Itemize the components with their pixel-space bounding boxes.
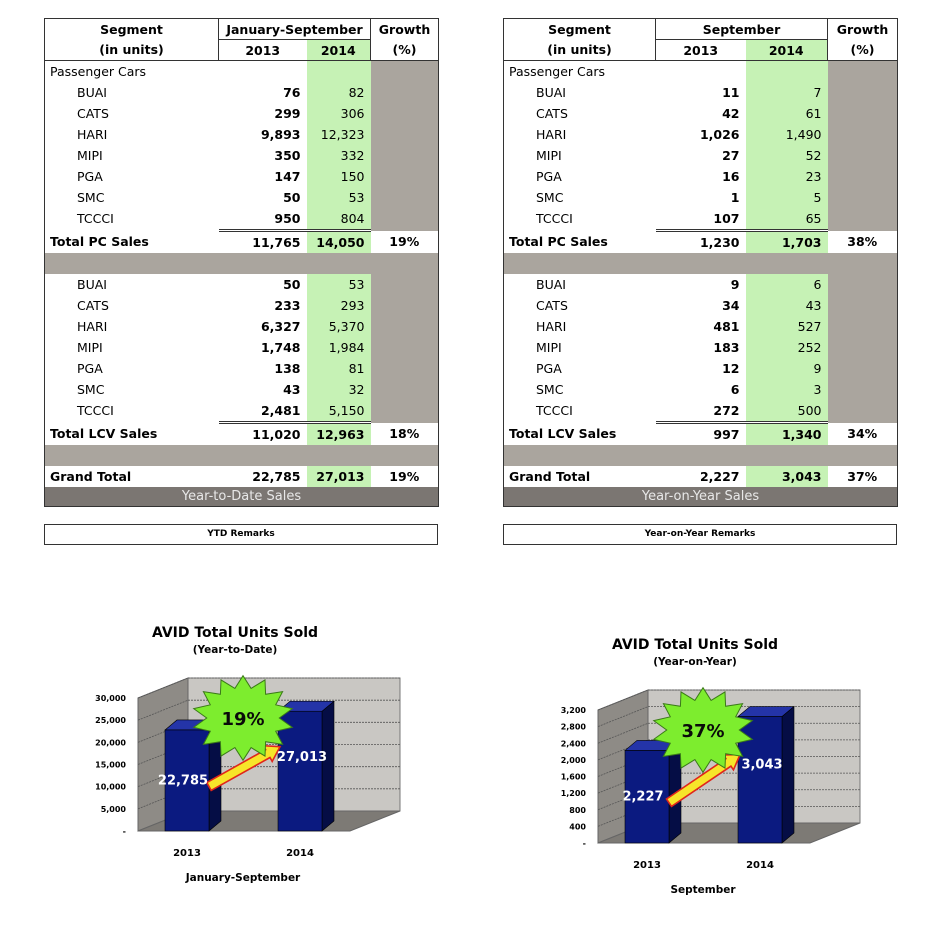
growth-header: Growth: [828, 19, 898, 40]
row-name: SMC: [77, 189, 105, 205]
row-value-2014: 5,150: [307, 400, 371, 423]
table-row: [45, 166, 439, 187]
row-name: PGA: [77, 360, 103, 376]
row-growth-cell: [828, 316, 898, 337]
table-row: [504, 400, 898, 423]
period-header: January-September: [219, 19, 371, 40]
table-row: [504, 274, 898, 295]
row-value-2014: 5,370: [307, 316, 371, 337]
grand-total-2013: 2,227: [699, 468, 740, 484]
row-name: MIPI: [77, 339, 103, 355]
total-lcv-label: Total LCV Sales: [50, 425, 158, 441]
row-value-2013: 1: [730, 189, 740, 205]
table-row: [504, 358, 898, 379]
row-value-2014: 1,984: [307, 337, 371, 358]
row-growth-cell: [828, 166, 898, 187]
section-divider: [504, 445, 898, 466]
units-header: (in units): [99, 42, 164, 58]
row-value-2013: 2,481: [260, 402, 301, 418]
row-growth-cell: [828, 145, 898, 166]
ytd-units-chart: [60, 618, 410, 893]
table-row: [45, 208, 439, 231]
table-row: [504, 166, 898, 187]
row-name: TCCCI: [77, 403, 114, 419]
row-name: PGA: [536, 360, 562, 376]
total-pc-growth: 38%: [828, 231, 898, 254]
row-value-2013: 481: [713, 318, 740, 334]
section-divider: [45, 445, 439, 466]
row-name: CATS: [536, 105, 568, 121]
row-growth-cell: [828, 187, 898, 208]
units-header: (in units): [547, 42, 612, 58]
bar-side: [322, 701, 334, 831]
x-tick-label: 2014: [286, 848, 314, 859]
row-growth-cell: [371, 379, 439, 400]
row-value-2013: 42: [722, 105, 740, 121]
row-growth-cell: [828, 103, 898, 124]
row-value-2013: 272: [713, 402, 740, 418]
row-name: MIPI: [536, 147, 562, 163]
grand-total-growth: 37%: [828, 466, 898, 487]
row-growth-cell: [371, 316, 439, 337]
table-row: [45, 145, 439, 166]
row-value-2013: 11: [722, 84, 740, 100]
y-tick-label: 1,600: [560, 772, 586, 782]
table-row: [504, 208, 898, 231]
y-tick-label: 5,000: [100, 804, 126, 814]
row-name: HARI: [536, 126, 567, 142]
row-value-2014: 6: [746, 274, 828, 295]
table-row: [45, 295, 439, 316]
table-row: [45, 400, 439, 423]
row-value-2014: 293: [307, 295, 371, 316]
total-pc-label: Total PC Sales: [50, 233, 149, 249]
row-name: BUAI: [77, 276, 107, 292]
lcv-rows: [45, 274, 439, 423]
row-growth-cell: [371, 337, 439, 358]
row-growth-cell: [828, 208, 898, 231]
x-axis-label: September: [670, 884, 736, 896]
row-growth-cell: [371, 166, 439, 187]
y-tick-label: 2,000: [560, 755, 586, 765]
total-lcv-2013: 997: [656, 423, 746, 446]
row-value-2014: 53: [307, 274, 371, 295]
chart-subtitle: (Year-on-Year): [653, 656, 737, 668]
segment-header: Segment: [100, 21, 163, 37]
row-value-2014: 65: [746, 208, 828, 231]
table-row: [504, 379, 898, 400]
table-row: [45, 316, 439, 337]
row-name: HARI: [77, 318, 108, 334]
table-row: [504, 103, 898, 124]
row-name: SMC: [536, 189, 564, 205]
row-value-2013: 350: [274, 147, 301, 163]
row-name: HARI: [536, 318, 567, 334]
category-passenger-cars: Passenger Cars: [45, 61, 219, 83]
row-name: TCCCI: [77, 211, 114, 227]
row-value-2013: 16: [722, 168, 740, 184]
x-tick-label: 2013: [633, 860, 661, 871]
table-row: [504, 187, 898, 208]
pc-rows: [504, 82, 898, 231]
row-value-2014: 23: [746, 166, 828, 187]
row-value-2014: 81: [307, 358, 371, 379]
row-growth-cell: [828, 82, 898, 103]
row-value-2013: 9,893: [260, 126, 301, 142]
bar-value-label: 3,043: [741, 757, 783, 773]
row-value-2013: 147: [274, 168, 301, 184]
row-name: MIPI: [77, 147, 103, 163]
y-tick-label: 30,000: [95, 694, 126, 703]
row-growth-cell: [371, 400, 439, 423]
y-tick-label: -: [582, 839, 586, 848]
chart-subtitle: (Year-to-Date): [192, 644, 278, 656]
row-growth-cell: [371, 145, 439, 166]
row-value-2014: 12,323: [307, 124, 371, 145]
row-value-2014: 43: [746, 295, 828, 316]
row-name: BUAI: [536, 276, 566, 292]
row-value-2013: 50: [283, 189, 301, 205]
row-value-2013: 299: [274, 105, 301, 121]
row-value-2014: 306: [307, 103, 371, 124]
y-tick-label: 2,400: [560, 739, 586, 749]
total-pc-2013: 1,230: [656, 231, 746, 254]
row-value-2013: 43: [283, 381, 301, 397]
y-tick-label: 10,000: [95, 782, 126, 792]
row-name: CATS: [536, 297, 568, 313]
table-row: [45, 187, 439, 208]
row-value-2014: 52: [746, 145, 828, 166]
section-divider: [45, 253, 439, 274]
chart-title: AVID Total Units Sold: [611, 637, 779, 653]
row-value-2014: 32: [307, 379, 371, 400]
bar-value-label: 27,013: [276, 749, 328, 765]
row-growth-cell: [828, 124, 898, 145]
row-value-2013: 6: [730, 381, 740, 397]
row-value-2014: 53: [307, 187, 371, 208]
total-pc-2013: 11,765: [219, 231, 307, 254]
total-lcv-growth: 34%: [828, 423, 898, 446]
year-2013-header: 2013: [656, 40, 746, 61]
total-pc-label: Total PC Sales: [509, 233, 608, 249]
total-pc-row: [504, 231, 898, 254]
row-value-2013: 183: [713, 339, 740, 355]
row-name: BUAI: [77, 84, 107, 100]
row-value-2013: 950: [274, 210, 301, 226]
row-value-2014: 150: [307, 166, 371, 187]
row-growth-cell: [371, 295, 439, 316]
row-value-2014: 7: [746, 82, 828, 103]
row-value-2013: 9: [730, 276, 740, 292]
yoy-units-chart: [520, 630, 870, 910]
pc-rows: [45, 82, 439, 231]
total-lcv-row: [504, 423, 898, 446]
section-divider: [504, 253, 898, 274]
x-tick-label: 2013: [173, 848, 201, 859]
row-growth-cell: [371, 103, 439, 124]
table-row: [45, 358, 439, 379]
row-name: SMC: [536, 381, 564, 397]
row-growth-cell: [371, 358, 439, 379]
row-value-2014: 332: [307, 145, 371, 166]
table-row: [45, 337, 439, 358]
row-growth-cell: [371, 82, 439, 103]
table-row: [504, 337, 898, 358]
row-name: TCCCI: [536, 211, 573, 227]
row-growth-cell: [828, 274, 898, 295]
grand-total-2014: 3,043: [746, 466, 828, 487]
total-pc-growth: 19%: [371, 231, 439, 254]
table-row: [504, 124, 898, 145]
row-name: PGA: [536, 168, 562, 184]
row-name: BUAI: [536, 84, 566, 100]
table-row: [504, 82, 898, 103]
grand-total-label: Grand Total: [509, 468, 591, 484]
yoy-sales-table: [503, 18, 898, 507]
row-value-2014: 527: [746, 316, 828, 337]
table-row: [45, 274, 439, 295]
row-growth-cell: [828, 379, 898, 400]
row-value-2014: 500: [746, 400, 828, 423]
row-value-2014: 5: [746, 187, 828, 208]
grand-total-growth: 19%: [371, 466, 439, 487]
y-tick-label: 25,000: [95, 716, 126, 726]
table-footer: Year-on-Year Sales: [504, 487, 898, 507]
total-pc-row: [45, 231, 439, 254]
bar-value-label: 2,227: [622, 789, 664, 805]
row-value-2014: 9: [746, 358, 828, 379]
total-lcv-2013: 11,020: [219, 423, 307, 446]
segment-header: Segment: [548, 21, 611, 37]
row-growth-cell: [828, 295, 898, 316]
row-value-2013: 1,026: [699, 126, 740, 142]
table-row: [45, 82, 439, 103]
y-tick-label: 2,800: [560, 722, 586, 732]
row-value-2014: 1,490: [746, 124, 828, 145]
bar-value-label: 22,785: [157, 773, 209, 789]
year-2013-header: 2013: [219, 40, 307, 61]
row-value-2013: 27: [722, 147, 740, 163]
bar-side: [782, 707, 794, 843]
row-value-2013: 34: [722, 297, 740, 313]
lcv-rows: [504, 274, 898, 423]
y-tick-label: 15,000: [95, 760, 126, 770]
y-tick-label: 20,000: [95, 738, 126, 748]
total-lcv-2014: 12,963: [307, 423, 371, 446]
row-value-2014: 61: [746, 103, 828, 124]
year-2014-header: 2014: [307, 40, 371, 61]
y-tick-label: 800: [569, 805, 586, 815]
row-growth-cell: [371, 274, 439, 295]
growth-badge-label: 19%: [221, 709, 265, 730]
growth-badge-label: 37%: [681, 721, 725, 742]
row-name: TCCCI: [536, 403, 573, 419]
total-lcv-label: Total LCV Sales: [509, 425, 617, 441]
row-value-2013: 138: [274, 360, 301, 376]
yoy-remarks-box: Year-on-Year Remarks: [503, 524, 897, 545]
x-tick-label: 2014: [746, 860, 774, 871]
table-row: [504, 295, 898, 316]
row-value-2013: 107: [713, 210, 740, 226]
total-lcv-row: [45, 423, 439, 446]
period-header: September: [656, 19, 828, 40]
grand-total-row: [45, 466, 439, 487]
row-growth-cell: [371, 124, 439, 145]
row-name: CATS: [77, 297, 109, 313]
grand-total-label: Grand Total: [50, 468, 132, 484]
total-lcv-2014: 1,340: [746, 423, 828, 446]
table-row: [45, 379, 439, 400]
table-row: [45, 103, 439, 124]
grand-total-2014: 27,013: [307, 466, 371, 487]
chart-title: AVID Total Units Sold: [151, 625, 319, 641]
row-value-2013: 76: [283, 84, 301, 100]
table-row: [504, 316, 898, 337]
category-passenger-cars: Passenger Cars: [504, 61, 656, 83]
row-growth-cell: [371, 208, 439, 231]
y-tick-label: 3,200: [560, 706, 586, 715]
row-growth-cell: [828, 400, 898, 423]
row-value-2013: 233: [274, 297, 301, 313]
total-lcv-growth: 18%: [371, 423, 439, 446]
row-name: CATS: [77, 105, 109, 121]
row-name: SMC: [77, 381, 105, 397]
y-tick-label: 1,200: [560, 789, 586, 799]
y-tick-label: 400: [569, 822, 586, 832]
row-growth-cell: [371, 187, 439, 208]
row-name: MIPI: [536, 339, 562, 355]
row-value-2013: 1,748: [260, 339, 301, 355]
row-value-2014: 3: [746, 379, 828, 400]
row-value-2013: 50: [283, 276, 301, 292]
grand-total-row: [504, 466, 898, 487]
growth-unit-header: (%): [828, 40, 898, 61]
row-name: HARI: [77, 126, 108, 142]
row-name: PGA: [77, 168, 103, 184]
x-axis-label: January-September: [185, 872, 301, 884]
row-value-2013: 6,327: [260, 318, 301, 334]
table-row: [504, 145, 898, 166]
ytd-sales-table: [44, 18, 439, 507]
grand-total-2013: 22,785: [252, 468, 301, 484]
total-pc-2014: 14,050: [307, 231, 371, 254]
row-growth-cell: [828, 337, 898, 358]
row-value-2014: 82: [307, 82, 371, 103]
row-value-2013: 12: [722, 360, 740, 376]
table-footer: Year-to-Date Sales: [45, 487, 439, 507]
row-growth-cell: [828, 358, 898, 379]
growth-unit-header: (%): [371, 40, 439, 61]
growth-header: Growth: [371, 19, 439, 40]
year-2014-header: 2014: [746, 40, 828, 61]
table-row: [45, 124, 439, 145]
row-value-2014: 804: [307, 208, 371, 231]
row-value-2014: 252: [746, 337, 828, 358]
ytd-remarks-box: YTD Remarks: [44, 524, 438, 545]
y-tick-label: -: [122, 827, 126, 836]
total-pc-2014: 1,703: [746, 231, 828, 254]
